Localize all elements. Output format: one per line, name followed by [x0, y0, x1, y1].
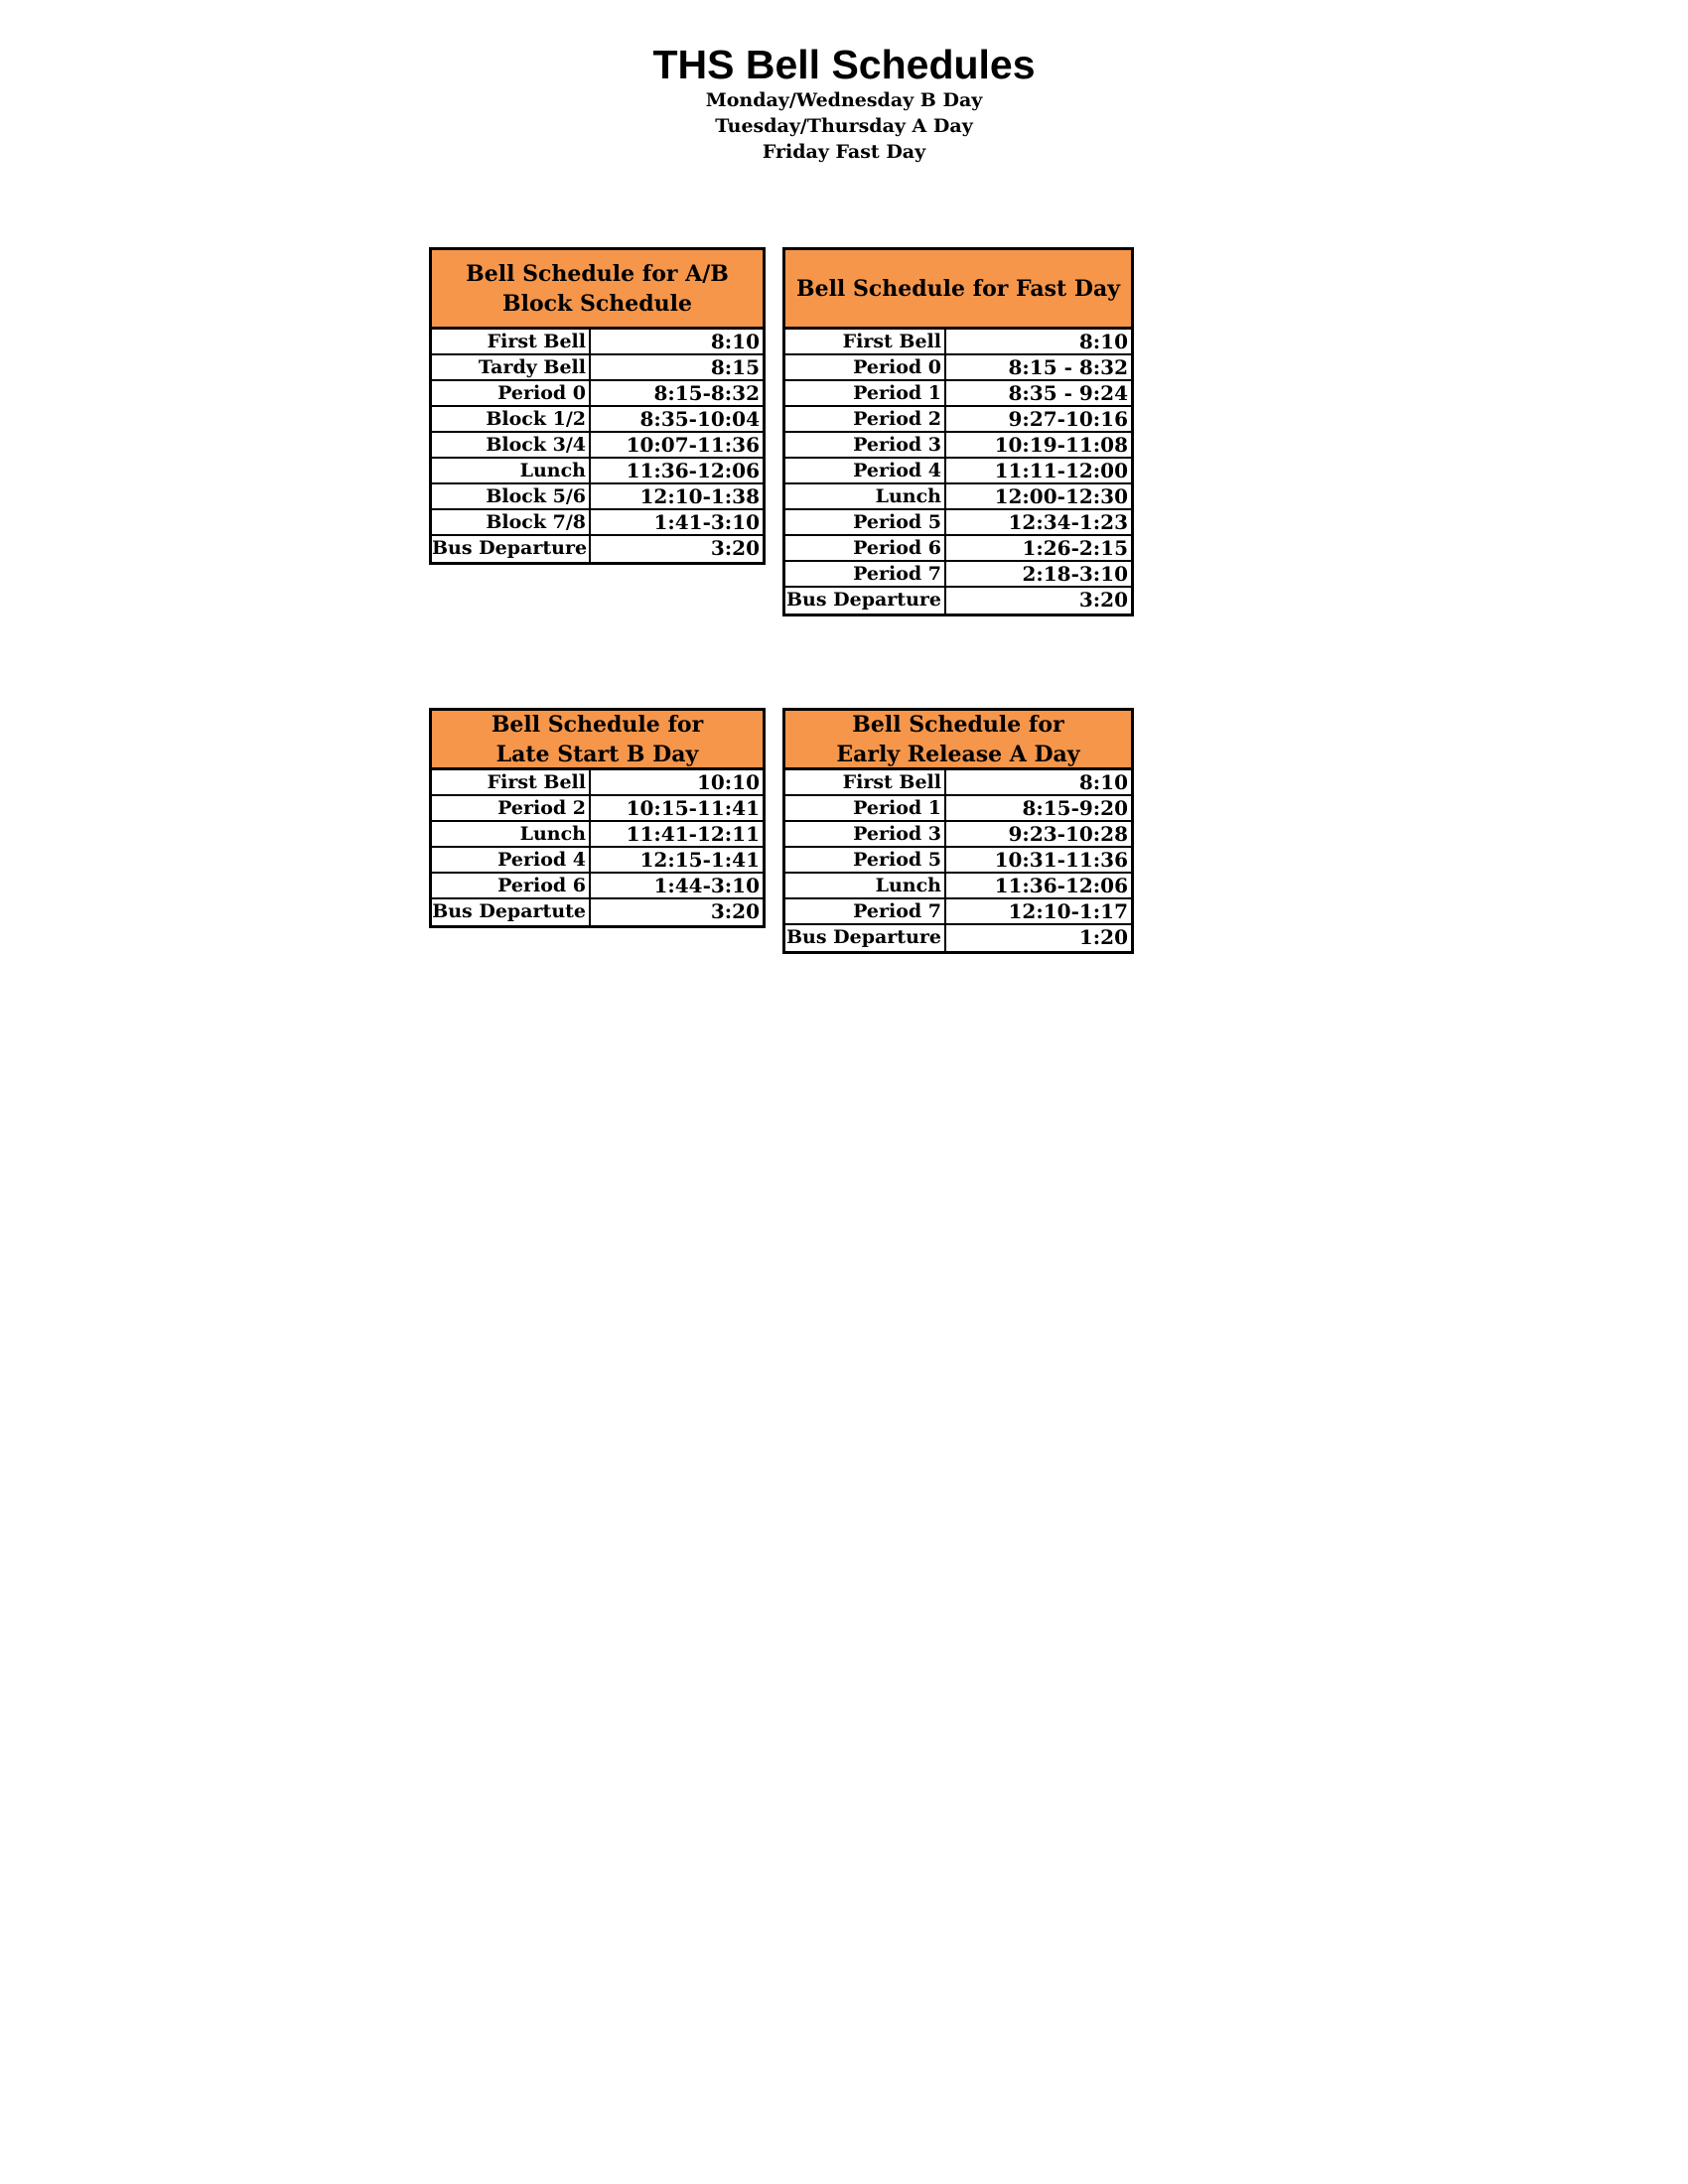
table-row — [432, 459, 763, 484]
row-time: 10:07-11:36 — [626, 433, 760, 457]
row-time: 10:15-11:41 — [626, 796, 760, 820]
schedule-title: Bell Schedule for Early Release A Day — [836, 711, 1080, 767]
subtitle-line: Monday/Wednesday B Day — [705, 89, 983, 111]
subtitle-line: Tuesday/Thursday A Day — [715, 115, 973, 137]
row-time: 1:41-3:10 — [653, 510, 760, 534]
row-label: Period 2 — [785, 407, 946, 431]
table-row — [785, 536, 1131, 562]
table-row — [432, 770, 763, 796]
row-label: Period 1 — [785, 796, 946, 820]
row-label: Period 7 — [785, 899, 946, 923]
table-row — [432, 355, 763, 381]
row-label: Block 5/6 — [432, 484, 591, 508]
row-label: First Bell — [785, 770, 946, 794]
row-time: 12:10-1:38 — [639, 484, 760, 508]
table-row — [432, 484, 763, 510]
row-label: Bus Departure — [785, 588, 946, 614]
row-label: Period 5 — [785, 848, 946, 872]
schedule-rows — [785, 770, 1131, 951]
ab-block-schedule-table — [429, 247, 766, 565]
row-label: Period 4 — [432, 848, 591, 872]
schedule-rows — [432, 330, 763, 562]
table-row — [785, 796, 1131, 822]
schedule-header — [432, 711, 763, 770]
table-row — [432, 796, 763, 822]
row-label: Lunch — [432, 822, 591, 846]
table-row — [432, 874, 763, 899]
row-label: Lunch — [785, 874, 946, 897]
row-label: Block 3/4 — [432, 433, 591, 457]
row-time: 11:36-12:06 — [994, 874, 1128, 897]
row-label: Period 6 — [432, 874, 591, 897]
row-label: Period 6 — [785, 536, 946, 560]
row-label: Period 5 — [785, 510, 946, 534]
row-label: Block 7/8 — [432, 510, 591, 534]
row-time: 3:20 — [1078, 588, 1128, 612]
table-row — [785, 459, 1131, 484]
row-label: Block 1/2 — [432, 407, 591, 431]
row-label: Period 4 — [785, 459, 946, 482]
row-label: First Bell — [432, 330, 591, 353]
page-title: THS Bell Schedules — [652, 42, 1036, 87]
table-row — [432, 822, 763, 848]
row-label: Bus Departure — [785, 925, 946, 951]
row-label: First Bell — [432, 770, 591, 794]
row-time: 9:23-10:28 — [1008, 822, 1128, 846]
row-label: Period 2 — [432, 796, 591, 820]
row-time: 12:15-1:41 — [639, 848, 760, 872]
table-row — [432, 381, 763, 407]
row-label: Period 3 — [785, 433, 946, 457]
row-time: 10:19-11:08 — [994, 433, 1128, 457]
row-label: Period 1 — [785, 381, 946, 405]
row-time: 8:15 — [710, 355, 760, 379]
table-row — [785, 874, 1131, 899]
schedule-title: Bell Schedule for A/B Block Schedule — [466, 260, 729, 317]
row-time: 2:18-3:10 — [1022, 562, 1128, 586]
row-time: 8:10 — [1078, 770, 1128, 794]
table-row — [432, 407, 763, 433]
schedule-rows — [432, 770, 763, 925]
table-row — [785, 925, 1131, 951]
schedule-title: Bell Schedule for Fast Day — [795, 275, 1120, 302]
row-time: 8:35 - 9:24 — [1008, 381, 1128, 405]
row-label: Period 7 — [785, 562, 946, 586]
row-time: 11:11-12:00 — [994, 459, 1128, 482]
table-row — [785, 330, 1131, 355]
table-row — [785, 484, 1131, 510]
row-label: First Bell — [785, 330, 946, 353]
table-row — [785, 355, 1131, 381]
schedule-header — [785, 711, 1131, 770]
row-label: Period 0 — [785, 355, 946, 379]
row-label: Period 0 — [432, 381, 591, 405]
schedule-days — [0, 87, 1688, 165]
schedule-rows — [785, 330, 1131, 614]
row-label: Bus Departure — [432, 536, 591, 562]
row-time: 12:34-1:23 — [1008, 510, 1128, 534]
table-row — [432, 536, 763, 562]
row-time: 8:15 - 8:32 — [1008, 355, 1128, 379]
schedule-header — [785, 250, 1131, 330]
schedule-header — [432, 250, 763, 330]
row-time: 8:35-10:04 — [639, 407, 760, 431]
row-time: 1:20 — [1078, 925, 1128, 949]
row-time: 3:20 — [710, 536, 760, 560]
row-label: Lunch — [785, 484, 946, 508]
subtitle-line: Friday Fast Day — [762, 141, 926, 163]
table-row — [785, 848, 1131, 874]
table-row — [785, 562, 1131, 588]
table-row — [432, 899, 763, 925]
row-label: Lunch — [432, 459, 591, 482]
table-row — [432, 510, 763, 536]
row-time: 3:20 — [710, 899, 760, 923]
table-row — [432, 433, 763, 459]
row-time: 8:15-9:20 — [1022, 796, 1128, 820]
table-row — [785, 407, 1131, 433]
fast-day-schedule-table — [782, 247, 1134, 616]
row-time: 9:27-10:16 — [1008, 407, 1128, 431]
row-time: 8:10 — [710, 330, 760, 353]
table-row — [432, 848, 763, 874]
row-time: 10:10 — [696, 770, 760, 794]
row-time: 11:36-12:06 — [626, 459, 760, 482]
table-row — [785, 381, 1131, 407]
row-time: 12:10-1:17 — [1008, 899, 1128, 923]
row-time: 11:41-12:11 — [626, 822, 760, 846]
row-time: 12:00-12:30 — [994, 484, 1128, 508]
row-time: 8:10 — [1078, 330, 1128, 353]
schedule-title: Bell Schedule for Late Start B Day — [491, 711, 704, 767]
table-row — [785, 770, 1131, 796]
row-label: Tardy Bell — [432, 355, 591, 379]
table-row — [785, 433, 1131, 459]
row-label: Period 3 — [785, 822, 946, 846]
row-time: 1:26-2:15 — [1022, 536, 1128, 560]
table-row — [785, 822, 1131, 848]
table-row — [785, 510, 1131, 536]
row-time: 10:31-11:36 — [994, 848, 1128, 872]
table-row — [785, 899, 1131, 925]
table-row — [785, 588, 1131, 614]
early-release-schedule-table — [782, 708, 1134, 954]
row-time: 1:44-3:10 — [653, 874, 760, 897]
table-row — [432, 330, 763, 355]
row-label: Bus Departute — [432, 899, 591, 925]
late-start-schedule-table — [429, 708, 766, 928]
row-time: 8:15-8:32 — [653, 381, 760, 405]
